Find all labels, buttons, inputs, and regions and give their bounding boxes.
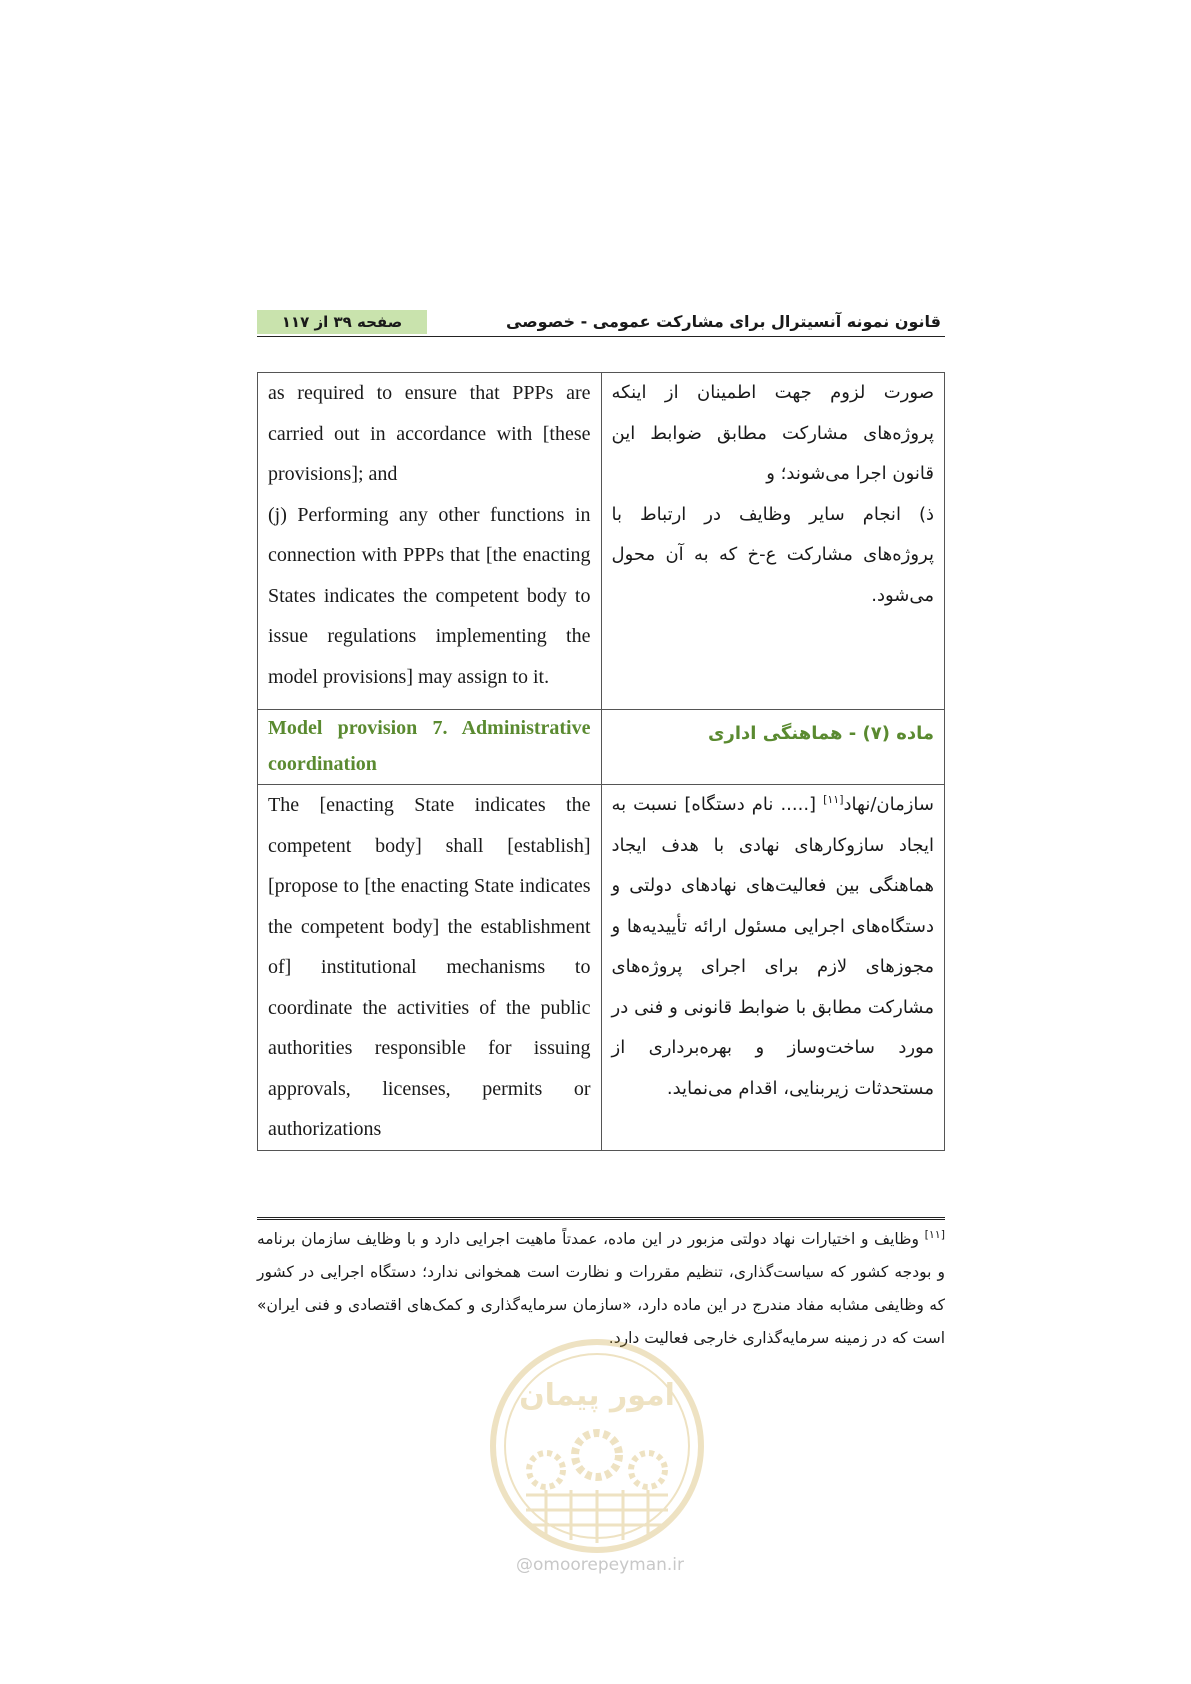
persian-text: سازمان/نهاد [843,794,934,815]
english-cell [258,785,602,1151]
table-row [258,785,945,1151]
running-header [257,308,945,337]
english-paragraph: The [enacting State indicates the competent body] shall [establish] [propose to [the enacting State indicates the competent body] the establishment of] institutional mechanisms to coordinate the activities of the public authorities responsible for issuing approvals, licenses, permits or authorizations [268,794,591,1140]
running-title: قانون نمونه آنسیترال برای مشارکت عمومی - خصوصی [506,312,941,331]
persian-cell [601,373,945,710]
english-paragraph: (j) Performing any other functions in connection with PPPs that [the enacting States indicates the competent body to issue regulations implementing the model provisions] may assign to it. [268,503,591,688]
english-paragraph: as required to ensure that PPPs are carried out in accordance with [these provisions]; and [268,382,591,485]
footnote-reference[interactable]: [۱۱] [823,793,844,806]
persian-heading: ماده (۷) - هماهنگی اداری [601,710,945,785]
persian-paragraph [612,785,935,1109]
english-cell [258,373,602,710]
watermark-logo [486,1335,708,1557]
persian-paragraph: ذ) انجام سایر وظایف در ارتباط با پروژه‌های مشارکت ع-خ که به آن محول می‌شود. [611,503,934,606]
watermark-url: @omoorepeyman.ir [515,1555,685,1575]
bilingual-provisions-table [257,372,945,1151]
page-number-badge: صفحه ۳۹ از ۱۱۷ [257,310,427,334]
persian-paragraph: صورت لزوم جهت اطمینان از اینکه پروژه‌های مشارکت مطابق ضوابط این قانون اجرا می‌شوند؛ و [611,382,934,484]
persian-text: [..... نام دستگاه] نسبت به ایجاد سازوکارهای نهادی با هدف ایجاد هماهنگی بین فعالیت‌های نهادهای دولتی و دستگاه‌های اجرایی مسئول ارائه تأییدیه‌ها و مجوزهای لازم برای اجرای پروژه‌های مشارکت مطابق با ضوابط قانونی و فنی در مورد ساخت‌وساز و بهره‌برداری از مستحدثات زیربنایی، اقدام می‌نماید. [611,794,934,1099]
provision-heading-row [258,710,945,785]
footnote-text: وظایف و اختیارات نهاد دولتی مزبور در این ماده، عمدتاً ماهیت اجرایی دارد و با وظایف سازمان برنامه و بودجه کشور که سیاست‌گذاری، تنظیم مقررات و نظارت است همخوانی ندارد؛ دستگاه اجرایی در کشور که وظایفی مشابه مفاد مندرج در این ماده دارد، «سازمان سرمایه‌گذاری و کمک‌های اقتصادی و فنی ایران» است که در زمینه سرمایه‌گذاری خارجی فعالیت دارد. [257,1230,945,1347]
persian-cell [601,785,945,1151]
footnote-separator [257,1217,945,1220]
english-heading: Model provision 7. Administrative coordination [258,710,602,785]
footnote-marker: [۱۱] [924,1227,945,1241]
watermark-text: امور پیمان [519,1378,675,1413]
table-row [258,373,945,710]
